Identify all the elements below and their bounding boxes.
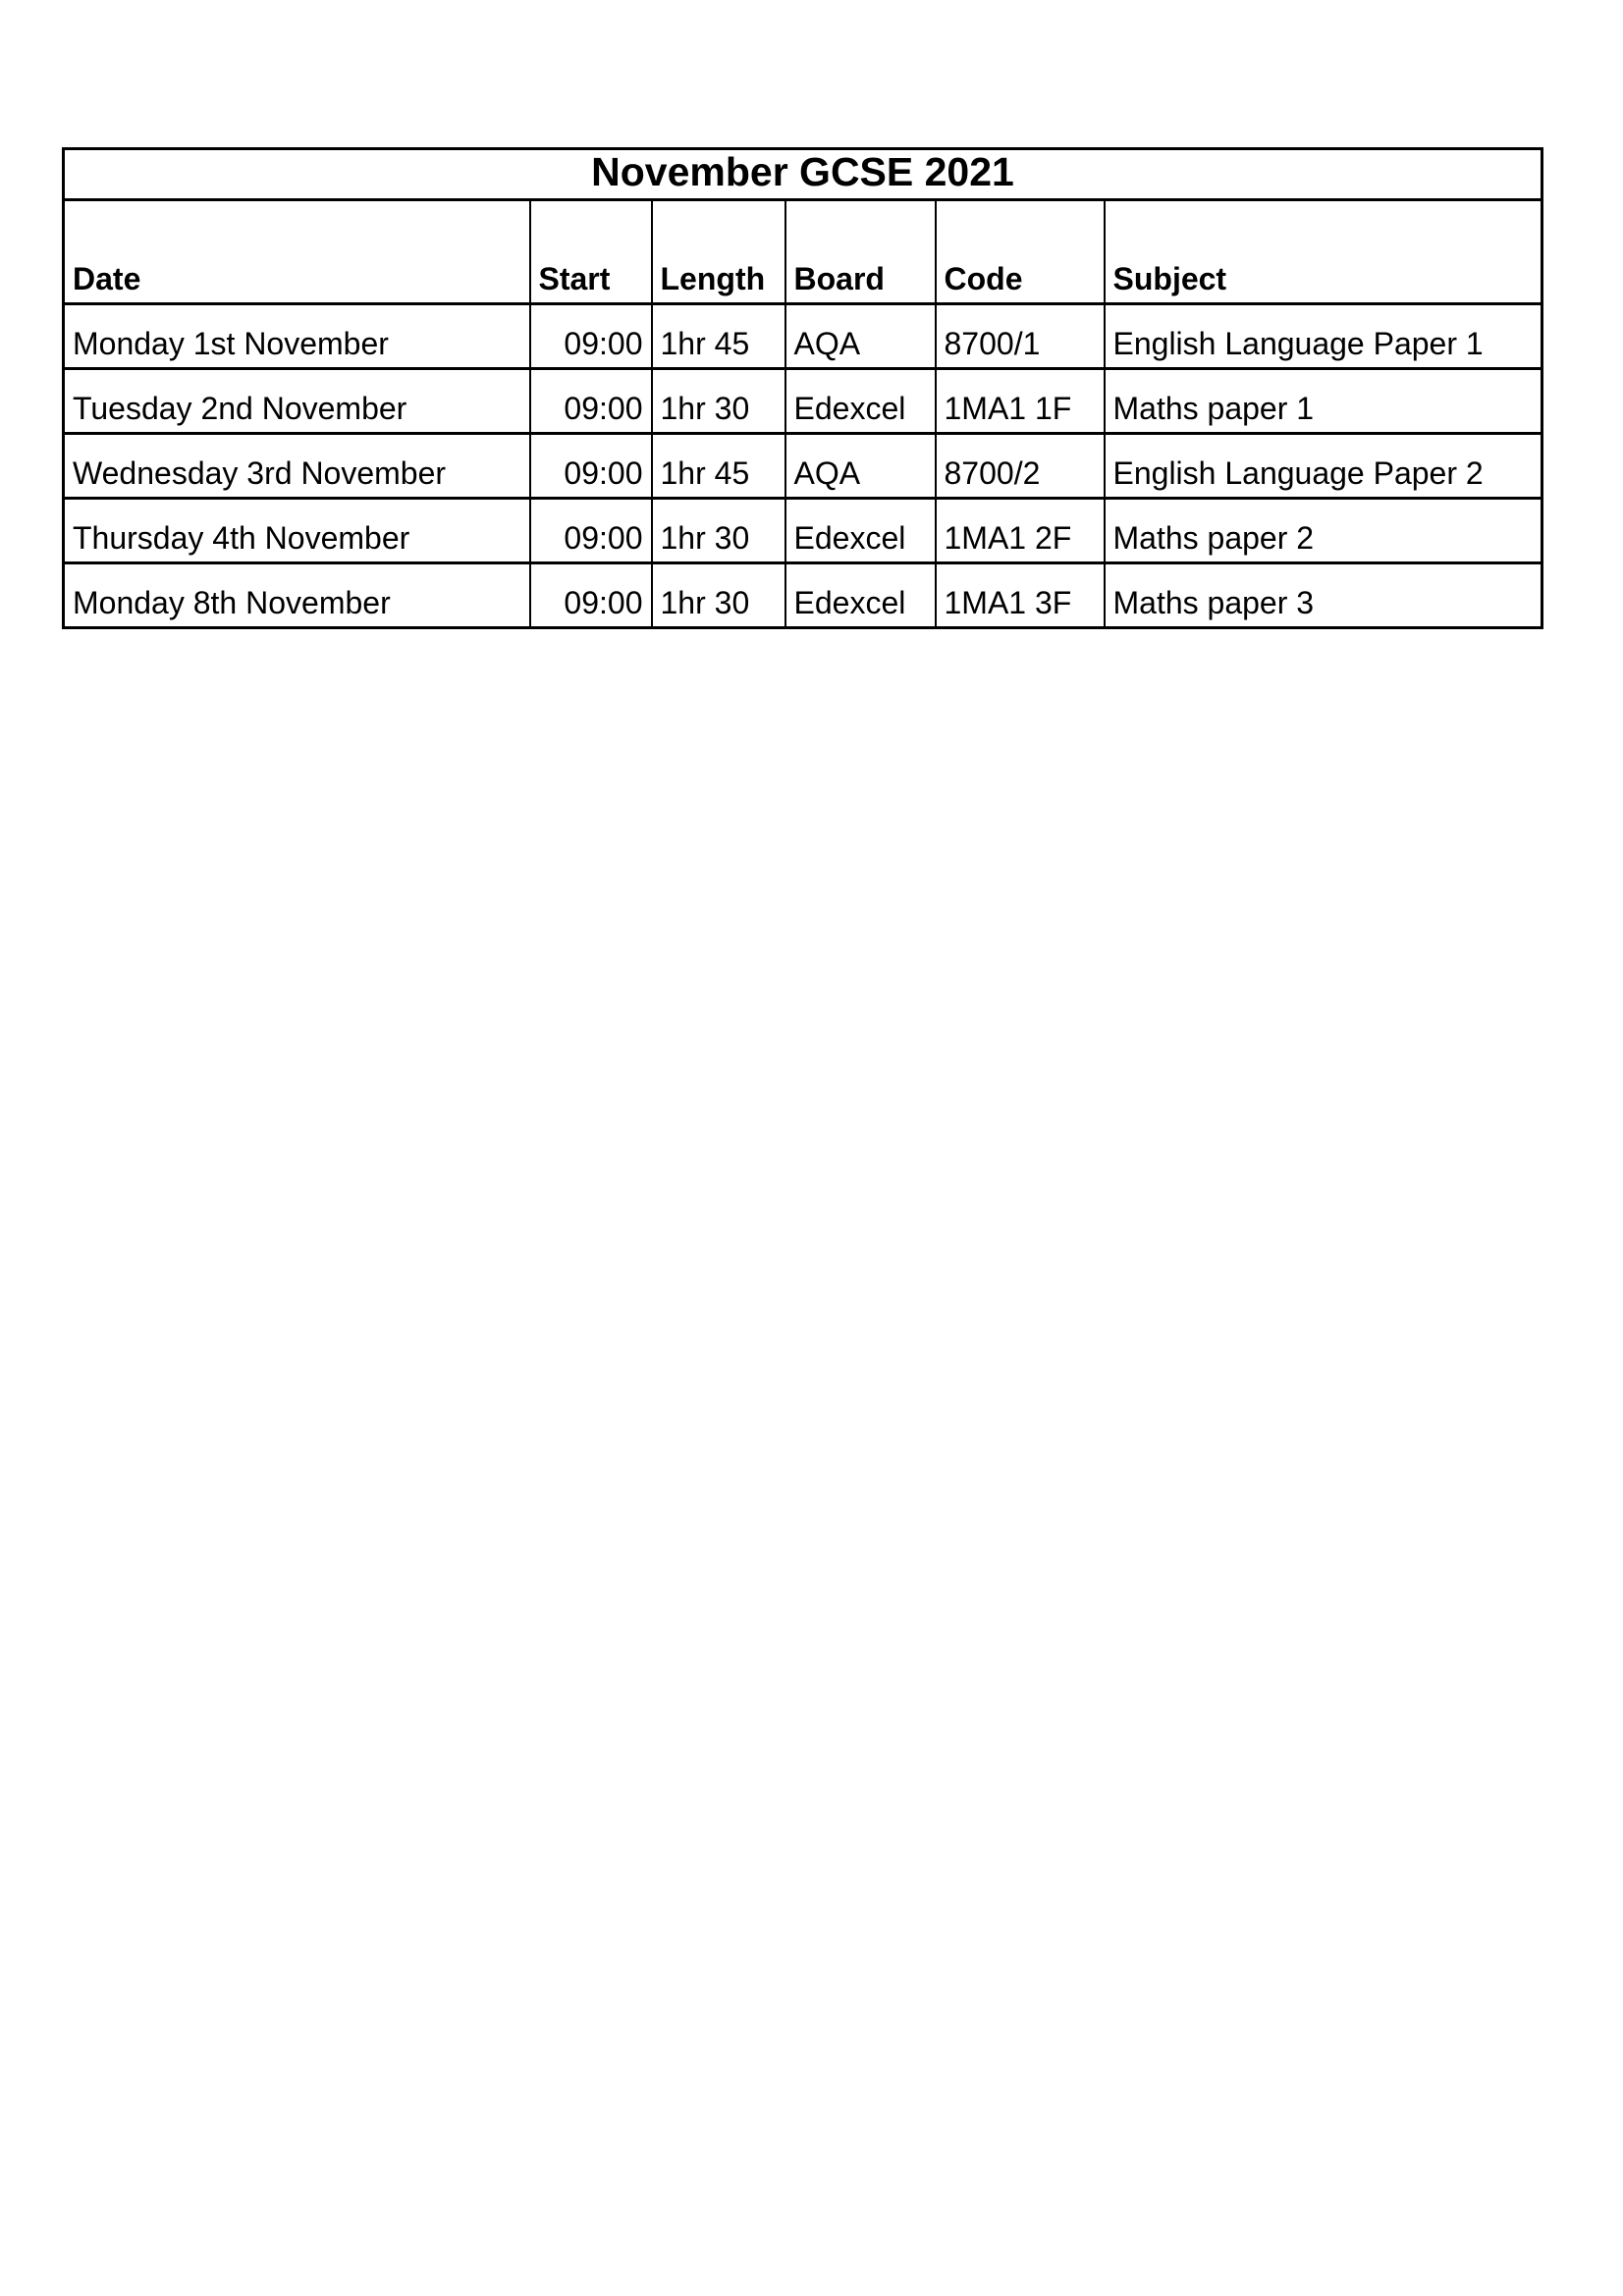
column-header-start: Start: [530, 200, 652, 304]
length-cell: 1hr 45: [652, 304, 785, 369]
table-header-row: [64, 200, 1542, 304]
board-cell: Edexcel: [785, 369, 936, 434]
code-cell: 1MA1 2F: [936, 499, 1105, 563]
length-cell: 1hr 45: [652, 434, 785, 499]
length-cell: 1hr 30: [652, 369, 785, 434]
board-cell: Edexcel: [785, 563, 936, 628]
table-row: [64, 304, 1542, 369]
code-cell: 8700/2: [936, 434, 1105, 499]
date-cell: Wednesday 3rd November: [64, 434, 530, 499]
column-header-date: Date: [64, 200, 530, 304]
subject-cell: English Language Paper 1: [1105, 304, 1542, 369]
board-cell: Edexcel: [785, 499, 936, 563]
start-cell: 09:00: [530, 304, 652, 369]
table-row: [64, 563, 1542, 628]
length-cell: 1hr 30: [652, 563, 785, 628]
table-title: November GCSE 2021: [64, 149, 1542, 200]
code-cell: 8700/1: [936, 304, 1105, 369]
date-cell: Monday 1st November: [64, 304, 530, 369]
start-cell: 09:00: [530, 434, 652, 499]
date-cell: Tuesday 2nd November: [64, 369, 530, 434]
date-cell: Thursday 4th November: [64, 499, 530, 563]
start-cell: 09:00: [530, 563, 652, 628]
start-cell: 09:00: [530, 499, 652, 563]
subject-cell: English Language Paper 2: [1105, 434, 1542, 499]
subject-cell: Maths paper 1: [1105, 369, 1542, 434]
code-cell: 1MA1 3F: [936, 563, 1105, 628]
column-header-board: Board: [785, 200, 936, 304]
column-header-subject: Subject: [1105, 200, 1542, 304]
board-cell: AQA: [785, 434, 936, 499]
table-row: [64, 369, 1542, 434]
start-cell: 09:00: [530, 369, 652, 434]
table-row: [64, 499, 1542, 563]
table-title-row: [64, 149, 1542, 200]
board-cell: AQA: [785, 304, 936, 369]
subject-cell: Maths paper 3: [1105, 563, 1542, 628]
column-header-length: Length: [652, 200, 785, 304]
date-cell: Monday 8th November: [64, 563, 530, 628]
column-header-code: Code: [936, 200, 1105, 304]
table-row: [64, 434, 1542, 499]
exam-timetable-table: [62, 147, 1543, 629]
subject-cell: Maths paper 2: [1105, 499, 1542, 563]
code-cell: 1MA1 1F: [936, 369, 1105, 434]
length-cell: 1hr 30: [652, 499, 785, 563]
